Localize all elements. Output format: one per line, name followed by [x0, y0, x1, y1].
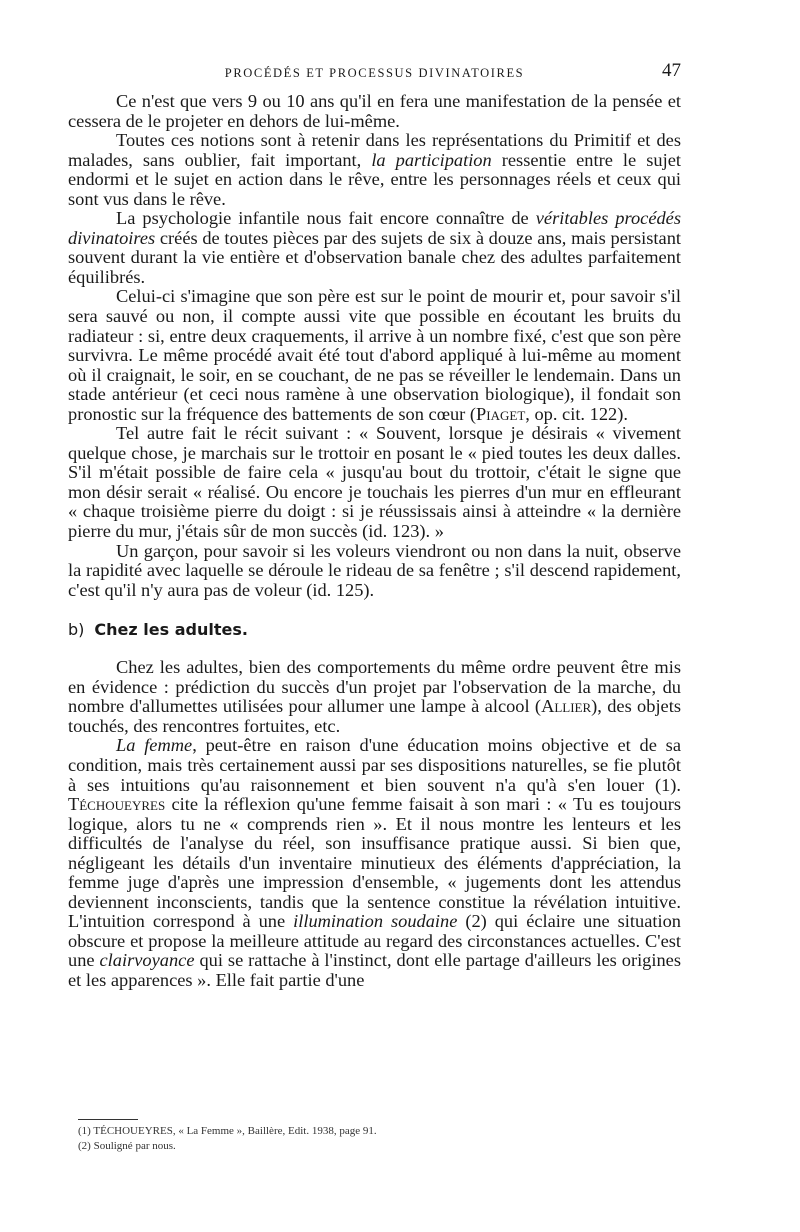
text-run: cite la réflexion qu'une femme faisait à son mari : « Tu es toujours logique, alors tu ne « comprends rien ». Et il nous montre les lenteurs et les difficultés de l'analyse du réel, son insuffisance pratique aussi. Si bien que, négligeant les détails d'un inventaire minutieux des éléments d'appréciation, la femme juge d'après une impression d'ensemble, « jugements dont les attendus deviennent inconscients, tandis que la sentence constitue la révélation intuitive. L'intuition correspond à une	[68, 794, 681, 932]
emphasis-text: la participation	[371, 149, 492, 170]
paragraph-p5	[68, 424, 681, 541]
section-heading	[68, 620, 681, 640]
emphasis-text: clairvoyance	[99, 950, 195, 971]
text-run: Tel autre fait le récit suivant : « Souvent, lorsque je désirais « vivement quelque chose, je marchais sur le trottoir en posant le « pied toutes les deux dalles. S'il m'était possible de faire cela « jusqu'au bout du trottoir, c'était le signe que mon désir serait « réalisé. Ou encore je touchais les pierres d'un mur en effleurant « chaque troisième pierre du doigt : si je réussissais ainsi à atteindre « la dernière pierre du mur, j'étais sûr de mon succès (id. 123). »	[68, 423, 681, 542]
text-run: Ce n'est que vers 9 ou 10 ans qu'il en fera une manifestation de la pensée et cessera de le projeter en dehors de lui-même.	[68, 91, 681, 131]
running-title: PROCÉDÉS ET PROCESSUS DIVINATOIRES	[224, 66, 525, 80]
emphasis-text: véritables procédés divinatoires	[68, 208, 681, 248]
footnote-1: (1) TÉCHOUEYRES, « La Femme », Baillère, Edit. 1938, page 91.	[78, 1125, 377, 1137]
paragraph-p4	[68, 287, 681, 424]
text-run: (2) qui éclaire une situation obscure et propose la meilleure attitude au regard des circonstances actuelles. C'est une	[68, 911, 681, 971]
paragraph-p3	[68, 209, 681, 287]
emphasis-text: La femme	[116, 735, 193, 756]
text-run: La psychologie infantile nous fait encore connaître de	[116, 208, 536, 229]
author-name: Allier	[541, 696, 592, 717]
body-text	[68, 92, 681, 991]
text-run: Chez les adultes, bien des comportements du même ordre peuvent être mis en évidence : prédiction du succès d'un projet par l'observation de la marche, du nombre d'allumettes utilisées pour allumer une lampe à alcool (	[68, 657, 681, 717]
text-run: ressentie entre le sujet endormi et le sujet en action dans le rêve, entre les personnages réels et ceux qui sont vus dans le rêve.	[68, 149, 681, 209]
text-run: Un garçon, pour savoir si les voleurs viendront ou non dans la nuit, observe la rapidité avec laquelle se déroule le rideau de sa fenêtre ; s'il descend rapidement, c'est qu'il n'y aura pas de voleur (id. 125).	[68, 540, 681, 600]
text-run: ), des objets touchés, des rencontres fortuites, etc.	[68, 696, 681, 736]
paragraph-p2	[68, 131, 681, 209]
text-run: Toutes ces notions sont à retenir dans les représentations du Primitif et des malades, sans oublier, fait important,	[68, 130, 681, 170]
section-title: Chez les adultes.	[94, 620, 248, 640]
footnote-2: (2) Souligné par nous.	[78, 1140, 176, 1152]
author-name: Téchoueyres	[68, 794, 166, 815]
text-run: créés de toutes pièces par des sujets de six à douze ans, mais persistant souvent durant la vie entière et d'observation banale chez des adultes parfaitement équilibrés.	[68, 227, 681, 287]
text-run: , op. cit. 122).	[525, 403, 628, 424]
paragraph-p1	[68, 92, 681, 131]
footnotes	[78, 1119, 638, 1154]
text-run: Celui-ci s'imagine que son père est sur le point de mourir et, pour savoir s'il sera sauvé ou non, il compte aussi vite que possible en écoutant les bruits du radiateur : si, entre deux craquements, il arrive à un nombre fixé, c'est que son père survivra. Le même procédé avait été tout d'abord appliqué à lui-même au moment où il craignait, le soir, en se couchant, de ne pas se réveiller le lendemain. Dans un stade antérieur (et ceci nous ramène à une observation biologique), il fondait son pronostic sur la fréquence des battements de son cœur (	[68, 286, 681, 424]
page-header	[68, 60, 681, 86]
paragraph-p6	[68, 542, 681, 601]
section-marker: b)	[68, 620, 85, 640]
author-name: Piaget	[476, 403, 526, 424]
text-run: qui se rattache à l'instinct, dont elle partage d'ailleurs les origines et les apparences ». Elle fait partie d'une	[68, 950, 681, 990]
paragraph-p7	[68, 658, 681, 736]
emphasis-text: illumination soudaine	[293, 911, 458, 932]
paragraphs-before	[68, 92, 681, 600]
page-number: 47	[662, 60, 681, 81]
paragraphs-after	[68, 658, 681, 990]
text-run: , peut-être en raison d'une éducation moins objective et de sa condition, mais très certainement aussi par ses dispositions naturelles, se fie plutôt à ses intuitions qu'au raisonnement et bien souvent n'a qu'à s'en louer (1).	[68, 735, 681, 795]
footnote-rule	[78, 1119, 138, 1120]
paragraph-p8	[68, 736, 681, 990]
